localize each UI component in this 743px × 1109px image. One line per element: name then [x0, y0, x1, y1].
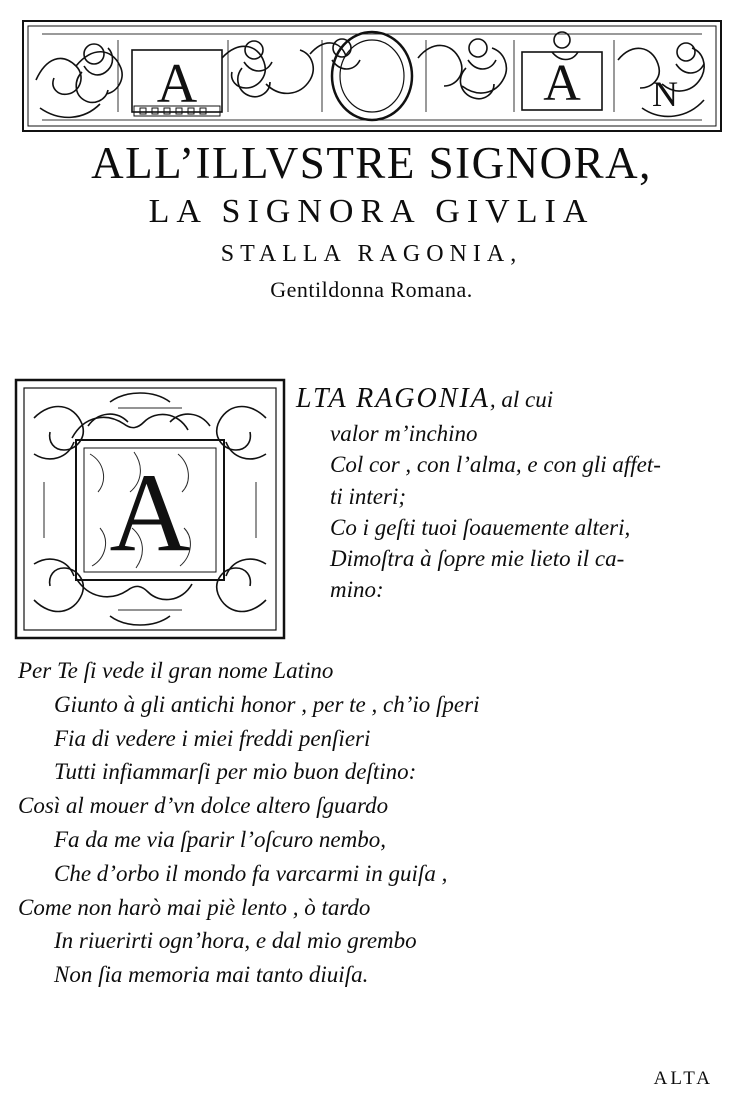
- poem-body: [0, 378, 743, 1078]
- svg-text:A: A: [543, 55, 581, 112]
- svg-text:A: A: [156, 53, 198, 115]
- poem-line: Come non harò mai piè lento , ò tardo: [18, 894, 371, 920]
- poem-line-rest: , al cui: [489, 387, 554, 412]
- poem-line: Fia di vedere i miei freddi penſieri: [54, 725, 371, 751]
- poem-line: ti interi;: [330, 483, 407, 509]
- poem-line: Dimoſtra à ſopre mie lieto il ca-: [330, 546, 625, 572]
- poem-line: Co i geſti tuoi ſoauemente alteri,: [330, 514, 631, 540]
- svg-text:N: N: [652, 74, 678, 114]
- poem-line: Per Te ſi vede il gran nome Latino: [18, 658, 334, 683]
- catchword: ALTA: [653, 1068, 713, 1089]
- title-block: [0, 140, 743, 303]
- title-subline-2: STALLA RAGONIA,: [220, 240, 523, 267]
- poem-opening-caps: LTA RAGONIA: [296, 383, 490, 414]
- title-subline-3: Gentildonna Romana.: [270, 276, 473, 302]
- headpiece-ornament-icon: [22, 20, 722, 132]
- poem-line: In riuerirti ogn’hora, e dal mio grembo: [54, 928, 417, 954]
- poem-line: mino:: [330, 577, 384, 603]
- poem-stanza-1: [296, 380, 736, 606]
- poem-line: Non ſia memoria mai tanto diuiſa.: [54, 962, 369, 988]
- page-title: ALL’ILLVSTRE SIGNORA,: [91, 138, 652, 188]
- poem-line: Tutti infiammarſi per mio buon deſtino:: [54, 759, 417, 785]
- poem-line: Giunto à gli antichi honor , per te , ch’io ſperi: [54, 691, 480, 717]
- poem-stanza-2: [18, 654, 728, 992]
- poem-line: Che d’orbo il mondo fa varcarmi in guiſa ,: [54, 860, 448, 886]
- poem-line: valor m’inchino: [330, 421, 478, 447]
- decorated-initial-A-icon: [14, 378, 286, 640]
- poem-line: [296, 380, 736, 418]
- svg-text:A: A: [109, 451, 191, 575]
- title-subline-1: LA SIGNORA GIVLIA: [148, 193, 595, 231]
- poem-line: Così al mouer d’vn dolce altero ſguardo: [18, 793, 389, 819]
- poem-line: Fa da me via ſparir l’oſcuro nembo,: [54, 826, 386, 852]
- poem-line: Col cor , con l’alma, e con gli affet-: [330, 452, 661, 478]
